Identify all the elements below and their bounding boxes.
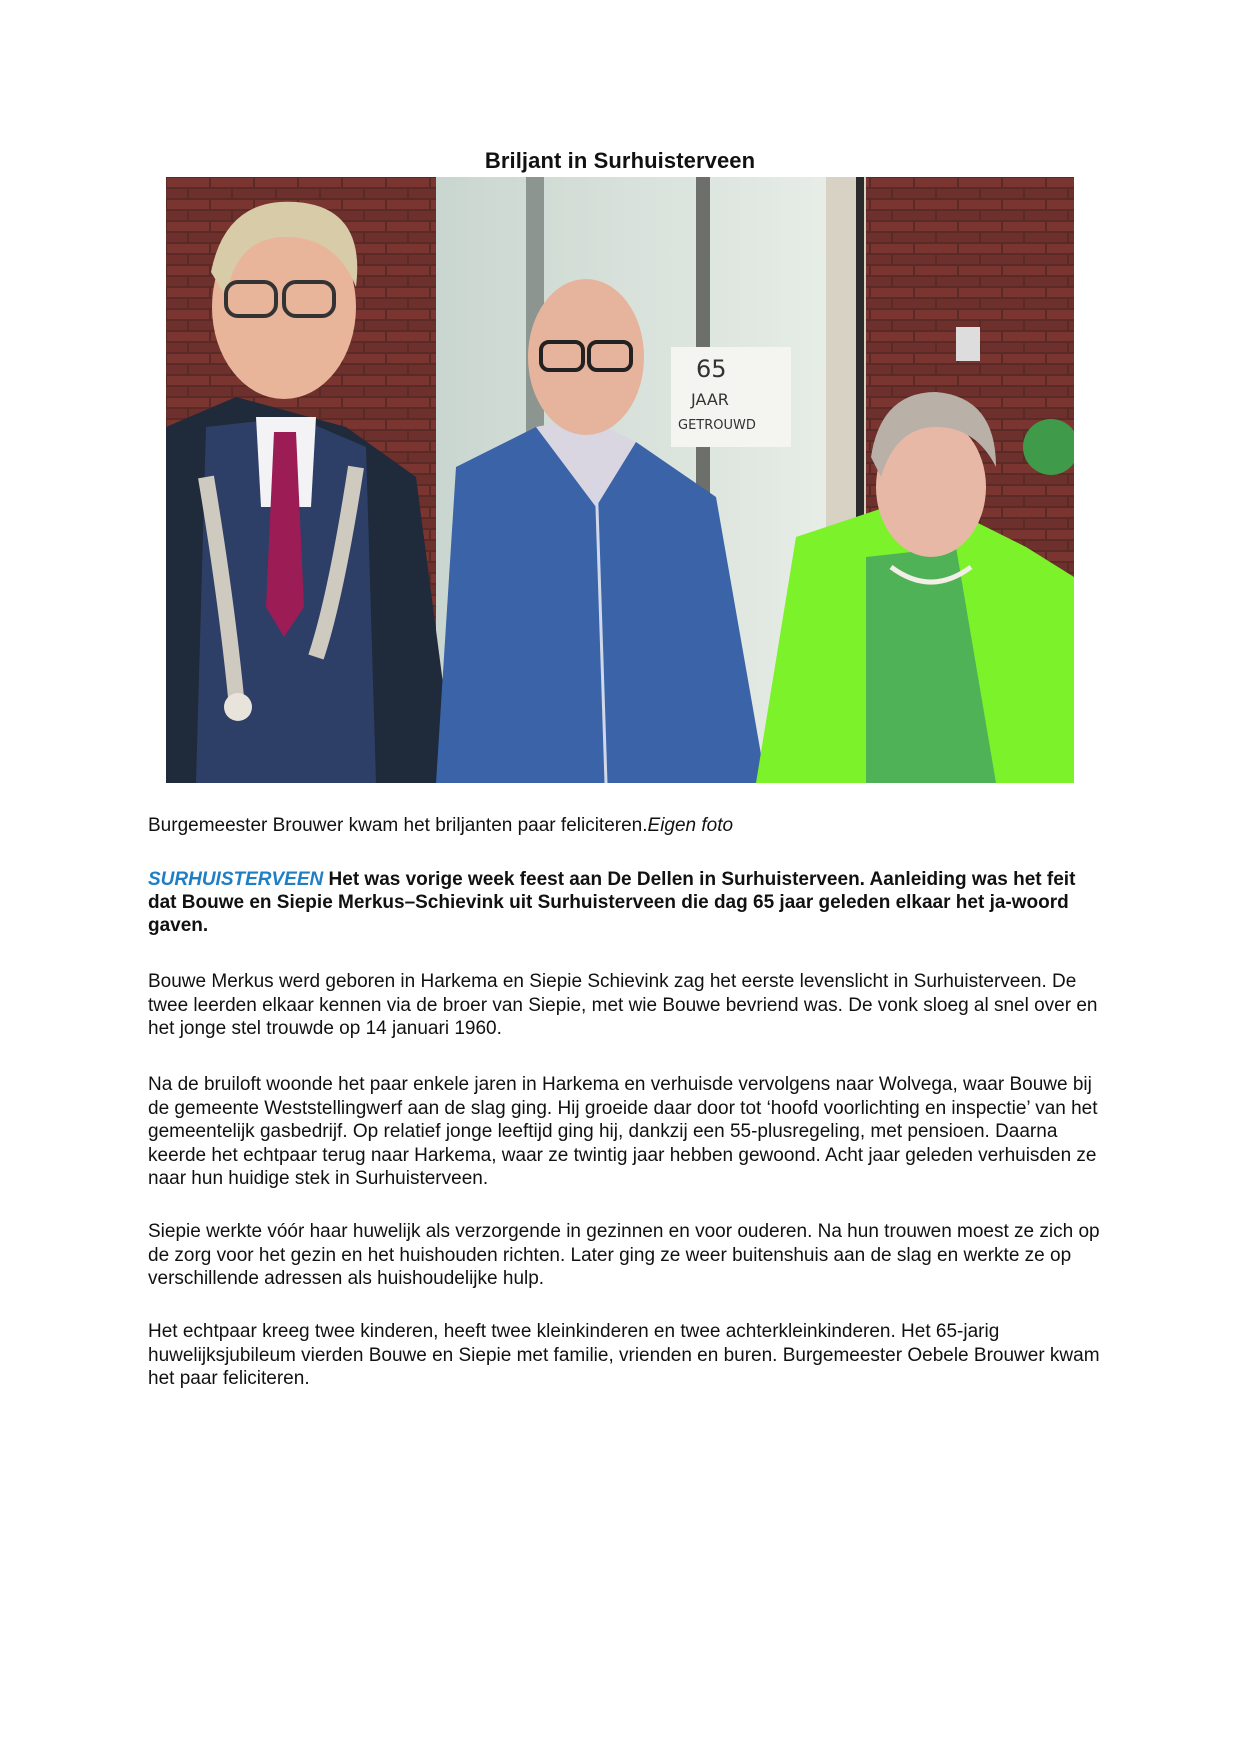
lead-text: Het was vorige week feest aan De Dellen in Surhuisterveen. Aanleiding was het feit dat Bouwe en Siepie Merkus–Schievink uit Surhuisterveen die dag 65 jaar geleden elkaar het ja-woord gaven. bbox=[148, 869, 1076, 936]
sign-line-2: JAAR bbox=[691, 390, 729, 409]
article-lead bbox=[148, 868, 1108, 937]
article-photo bbox=[166, 177, 1074, 783]
sign-line-1: 65 bbox=[696, 355, 727, 383]
article-title: Briljant in Surhuisterveen bbox=[484, 148, 756, 173]
body-paragraph: Siepie werkte vóór haar huwelijk als verzorgende in gezinnen en voor ouderen. Na hun trouwen moest ze zich op de zorg voor het gezin en het huishouden richten. Later ging ze weer buitenshuis aan de slag en werkte ze op verschillende adressen als huishoudelijke hulp. bbox=[148, 1221, 1100, 1289]
body-paragraph: Het echtpaar kreeg twee kinderen, heeft twee kleinkinderen en twee achterkleinkinderen. Het 65-jarig huwelijksjubileum vierden Bouwe en Siepie met familie, vrienden en buren. Burgemeester Oebele Brouwer kwam het paar feliciteren. bbox=[148, 1321, 1100, 1389]
photo-credit: Eigen foto bbox=[647, 815, 734, 836]
body-paragraph: Na de bruiloft woonde het paar enkele jaren in Harkema en verhuisde vervolgens naar Wolvega, waar Bouwe bij de gemeente Weststellingwerf aan de slag ging. Hij groeide daar door tot ‘hoofd voorlichting en inspectie’ van het gemeentelijk gasbedrijf. Op relatief jonge leeftijd ging hij, dankzij een 55-plusregeling, met pensioen. Daarna keerde het echtpaar terug naar Harkema, waar ze twintig jaar hebben gewoond. Acht jaar geleden verhuisden ze naar hun huidige stek in Surhuisterveen. bbox=[148, 1074, 1098, 1189]
body-paragraph: Bouwe Merkus werd geboren in Harkema en Siepie Schievink zag het eerste levenslicht in Surhuisterveen. De twee leerden elkaar kennen via de broer van Siepie, met wie Bouwe bevriend was. De vonk sloeg al snel over en het jonge stel trouwde op 14 januari 1960. bbox=[148, 971, 1098, 1039]
photo-caption bbox=[148, 815, 733, 837]
caption-text: Burgemeester Brouwer kwam het briljanten paar feliciteren. bbox=[148, 815, 648, 836]
dateline: SURHUISTERVEEN bbox=[148, 869, 324, 890]
sign-line-3: GETROUWD bbox=[678, 418, 756, 433]
anniversary-sign bbox=[671, 347, 791, 447]
